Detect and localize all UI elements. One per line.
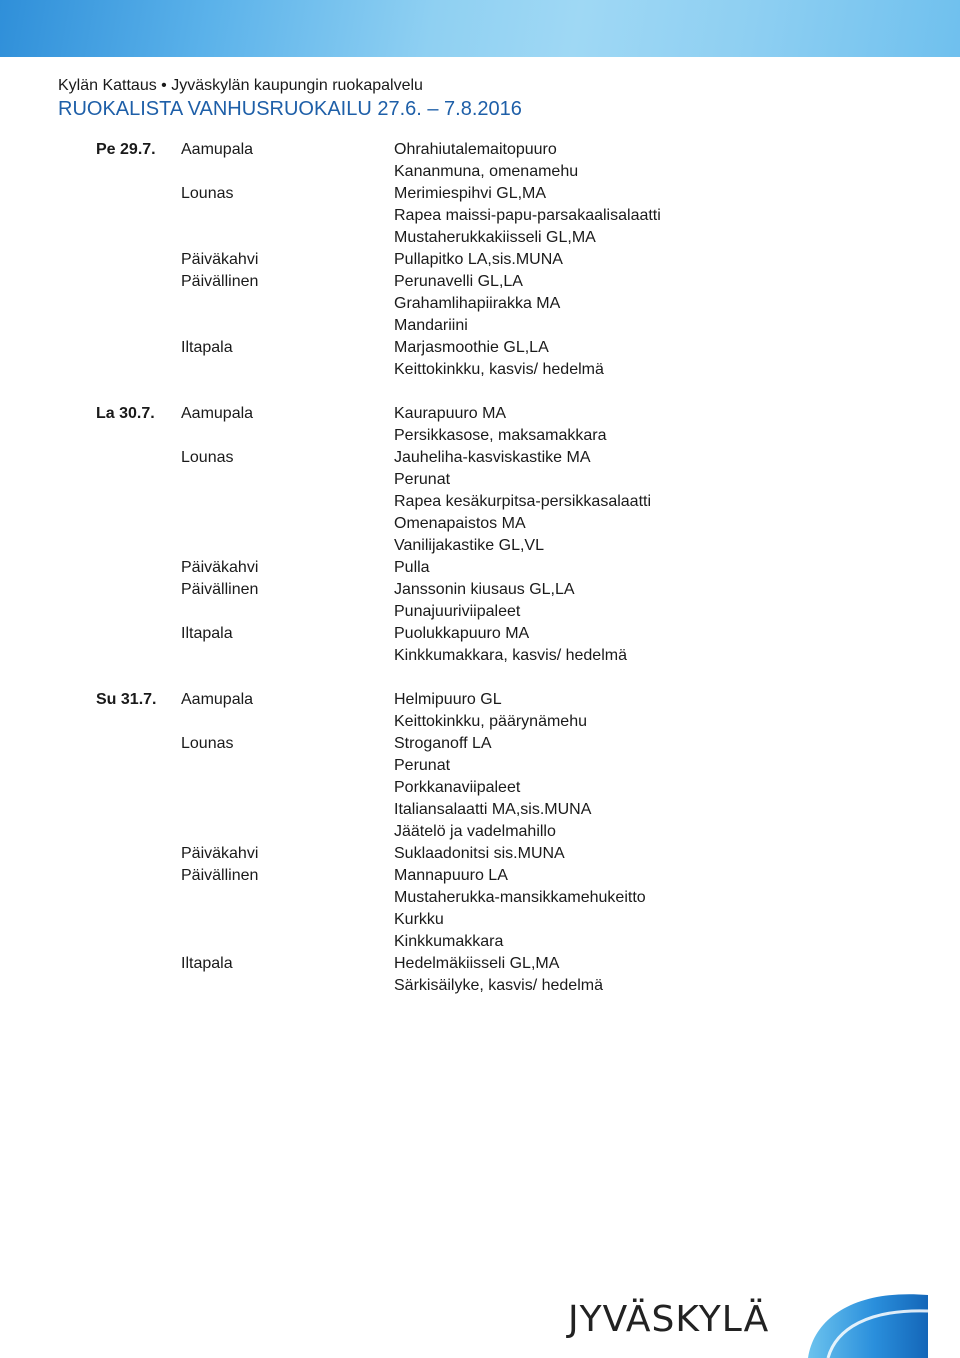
menu-list bbox=[0, 139, 960, 1019]
menu-row bbox=[0, 953, 960, 975]
meal-label: Aamupala bbox=[181, 141, 254, 158]
menu-row bbox=[0, 469, 960, 491]
menu-row bbox=[0, 843, 960, 865]
jyvaskyla-logo-text: JYVÄSKYLÄ bbox=[568, 1299, 770, 1340]
meal-label: Iltapala bbox=[181, 339, 233, 356]
menu-row bbox=[0, 799, 960, 821]
menu-row bbox=[0, 975, 960, 997]
dish-text: Jäätelö ja vadelmahillo bbox=[394, 823, 556, 840]
menu-row bbox=[0, 931, 960, 953]
menu-row bbox=[0, 337, 960, 359]
day-section bbox=[0, 139, 960, 381]
dish-text: Mannapuuro LA bbox=[394, 867, 508, 884]
menu-row bbox=[0, 887, 960, 909]
menu-row bbox=[0, 557, 960, 579]
menu-row bbox=[0, 645, 960, 667]
menu-row bbox=[0, 183, 960, 205]
meal-label: Päiväkahvi bbox=[181, 845, 259, 862]
dish-text: Punajuuriviipaleet bbox=[394, 603, 521, 620]
menu-row bbox=[0, 821, 960, 843]
meal-label: Aamupala bbox=[181, 691, 254, 708]
menu-row bbox=[0, 491, 960, 513]
document-subtitle: Kylän Kattaus • Jyväskylän kaupungin ruokapalvelu bbox=[58, 77, 423, 94]
dish-text: Helmipuuro GL bbox=[394, 691, 502, 708]
dish-text: Keittokinkku, päärynämehu bbox=[394, 713, 587, 730]
dish-text: Hedelmäkiisseli GL,MA bbox=[394, 955, 560, 972]
dish-text: Jauheliha-kasviskastike MA bbox=[394, 449, 591, 466]
dish-text: Suklaadonitsi sis.MUNA bbox=[394, 845, 565, 862]
menu-row bbox=[0, 909, 960, 931]
menu-row bbox=[0, 271, 960, 293]
menu-row bbox=[0, 359, 960, 381]
menu-row bbox=[0, 227, 960, 249]
menu-row bbox=[0, 425, 960, 447]
dish-text: Mustaherukka-mansikkamehukeitto bbox=[394, 889, 646, 906]
dish-text: Mustaherukkakiisseli GL,MA bbox=[394, 229, 596, 246]
dish-text: Merimiespihvi GL,MA bbox=[394, 185, 547, 202]
meal-label: Aamupala bbox=[181, 405, 254, 422]
dish-text: Mandariini bbox=[394, 317, 468, 334]
dish-text: Omenapaistos MA bbox=[394, 515, 526, 532]
menu-row bbox=[0, 249, 960, 271]
day-section bbox=[0, 689, 960, 997]
dish-text: Pulla bbox=[394, 559, 430, 576]
meal-label: Päivällinen bbox=[181, 867, 259, 884]
menu-row bbox=[0, 205, 960, 227]
day-label: La 30.7. bbox=[96, 405, 155, 422]
menu-row bbox=[0, 403, 960, 425]
dish-text: Vanilijakastike GL,VL bbox=[394, 537, 544, 554]
dish-text: Kinkkumakkara, kasvis/ hedelmä bbox=[394, 647, 627, 664]
dish-text: Puolukkapuuro MA bbox=[394, 625, 530, 642]
meal-label: Päivällinen bbox=[181, 581, 259, 598]
meal-label: Iltapala bbox=[181, 955, 233, 972]
meal-label: Lounas bbox=[181, 735, 234, 752]
menu-row bbox=[0, 315, 960, 337]
dish-text: Persikkasose, maksamakkara bbox=[394, 427, 607, 444]
swoosh-logo-icon bbox=[806, 1287, 928, 1358]
meal-label: Iltapala bbox=[181, 625, 233, 642]
menu-row bbox=[0, 139, 960, 161]
day-label: Pe 29.7. bbox=[96, 141, 156, 158]
menu-row bbox=[0, 777, 960, 799]
menu-row bbox=[0, 865, 960, 887]
dish-text: Italiansalaatti MA,sis.MUNA bbox=[394, 801, 592, 818]
meal-label: Lounas bbox=[181, 185, 234, 202]
menu-row bbox=[0, 755, 960, 777]
dish-text: Kurkku bbox=[394, 911, 444, 928]
menu-row bbox=[0, 161, 960, 183]
top-banner bbox=[0, 0, 960, 57]
dish-text: Kaurapuuro MA bbox=[394, 405, 507, 422]
dish-text: Perunat bbox=[394, 757, 451, 774]
dish-text: Ohrahiutalemaitopuuro bbox=[394, 141, 557, 158]
menu-row bbox=[0, 689, 960, 711]
menu-row bbox=[0, 535, 960, 557]
day-label: Su 31.7. bbox=[96, 691, 157, 708]
meal-label: Päiväkahvi bbox=[181, 559, 259, 576]
dish-text: Perunavelli GL,LA bbox=[394, 273, 523, 290]
dish-text: Kinkkumakkara bbox=[394, 933, 504, 950]
menu-row bbox=[0, 623, 960, 645]
dish-text: Grahamlihapiirakka MA bbox=[394, 295, 561, 312]
dish-text: Janssonin kiusaus GL,LA bbox=[394, 581, 575, 598]
menu-row bbox=[0, 733, 960, 755]
menu-row bbox=[0, 711, 960, 733]
menu-row bbox=[0, 447, 960, 469]
dish-text: Pullapitko LA,sis.MUNA bbox=[394, 251, 563, 268]
menu-row bbox=[0, 579, 960, 601]
menu-row bbox=[0, 601, 960, 623]
day-section bbox=[0, 403, 960, 667]
dish-text: Kananmuna, omenamehu bbox=[394, 163, 579, 180]
dish-text: Porkkanaviipaleet bbox=[394, 779, 521, 796]
meal-label: Lounas bbox=[181, 449, 234, 466]
dish-text: Särkisäilyke, kasvis/ hedelmä bbox=[394, 977, 603, 994]
document-header bbox=[58, 76, 522, 122]
dish-text: Rapea kesäkurpitsa-persikkasalaatti bbox=[394, 493, 652, 510]
dish-text: Rapea maissi-papu-parsakaalisalaatti bbox=[394, 207, 661, 224]
dish-text: Marjasmoothie GL,LA bbox=[394, 339, 549, 356]
meal-label: Päiväkahvi bbox=[181, 251, 259, 268]
dish-text: Perunat bbox=[394, 471, 451, 488]
menu-row bbox=[0, 293, 960, 315]
meal-label: Päivällinen bbox=[181, 273, 259, 290]
document-title: RUOKALISTA VANHUSRUOKAILU 27.6. – 7.8.2016 bbox=[58, 98, 522, 120]
dish-text: Keittokinkku, kasvis/ hedelmä bbox=[394, 361, 604, 378]
menu-row bbox=[0, 513, 960, 535]
dish-text: Stroganoff LA bbox=[394, 735, 492, 752]
